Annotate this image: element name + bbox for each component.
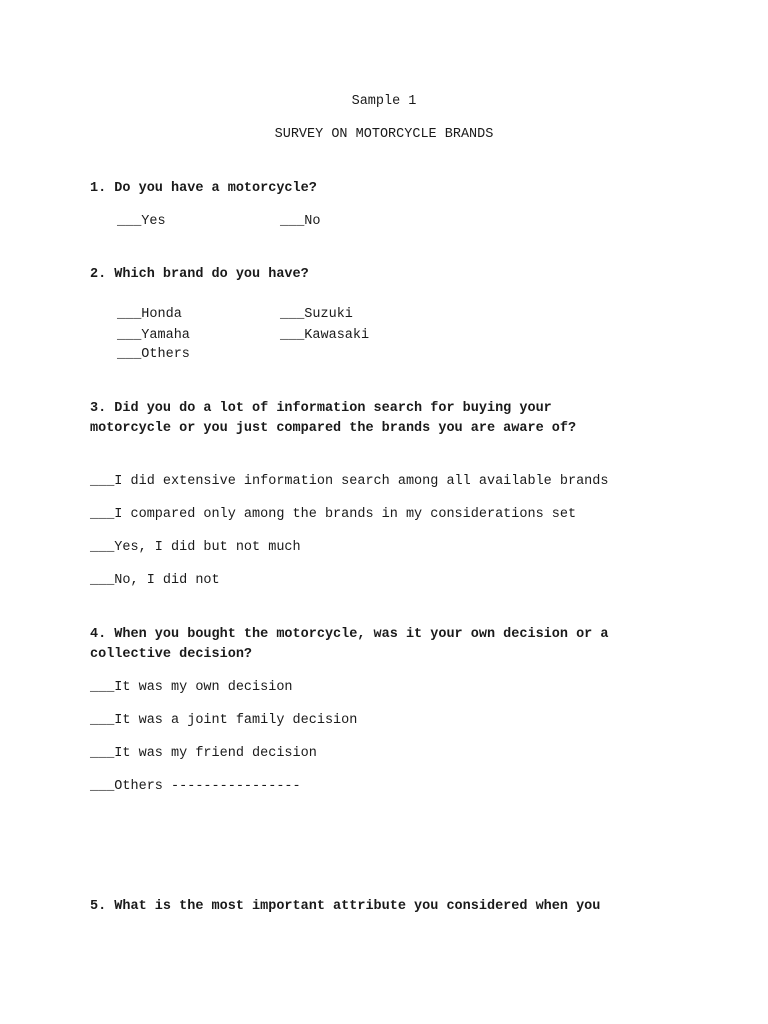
option-others: ___Others xyxy=(117,347,190,362)
option-extensive-search: ___I did extensive information search among all available brands xyxy=(90,474,609,489)
question-5-line-1: 5. What is the most important attribute you considered when you xyxy=(90,899,601,914)
option-others-decision: ___Others ---------------- xyxy=(90,779,301,794)
question-2: 2. Which brand do you have? xyxy=(90,267,309,282)
option-not-much: ___Yes, I did but not much xyxy=(90,540,301,555)
sample-label: Sample 1 xyxy=(351,94,417,109)
option-did-not: ___No, I did not xyxy=(90,573,220,588)
option-own-decision: ___It was my own decision xyxy=(90,680,293,695)
option-family-decision: ___It was a joint family decision xyxy=(90,713,358,728)
option-honda: ___Honda xyxy=(117,307,182,322)
question-4-line-2: collective decision? xyxy=(90,647,253,662)
option-friend-decision: ___It was my friend decision xyxy=(90,746,317,761)
option-yes: ___Yes xyxy=(117,214,166,229)
question-4-line-1: 4. When you bought the motorcycle, was it your own decision or a xyxy=(90,627,609,642)
survey-title: SURVEY ON MOTORCYCLE BRANDS xyxy=(274,127,494,142)
option-kawasaki: ___Kawasaki xyxy=(280,328,370,343)
option-suzuki: ___Suzuki xyxy=(280,307,353,322)
option-yamaha: ___Yamaha xyxy=(117,328,190,343)
question-1: 1. Do you have a motorcycle? xyxy=(90,181,317,196)
question-3-line-2: motorcycle or you just compared the brands you are aware of? xyxy=(90,421,577,436)
option-compared-considerations: ___I compared only among the brands in my considerations set xyxy=(90,507,577,522)
option-no: ___No xyxy=(280,214,321,229)
question-3-line-1: 3. Did you do a lot of information search for buying your xyxy=(90,401,552,416)
